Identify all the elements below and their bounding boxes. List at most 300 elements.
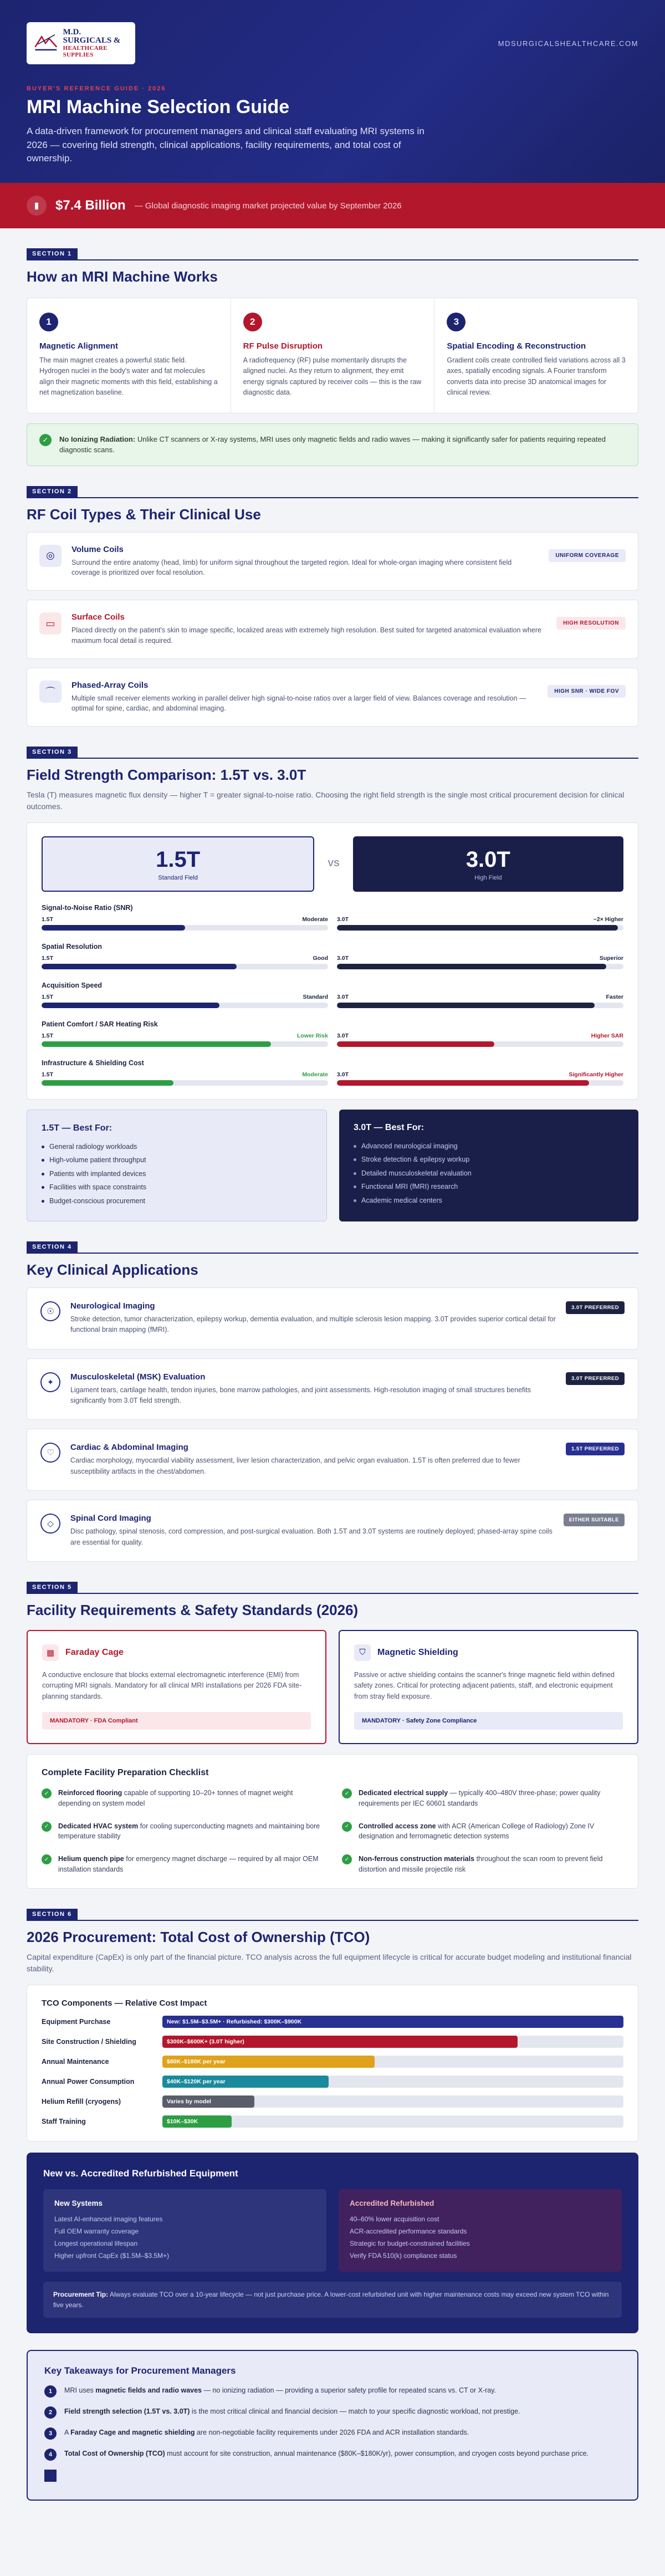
list-item: Detailed musculoskeletal evaluation: [354, 1167, 624, 1180]
tco-fill: $80K–$180K per year: [162, 2056, 375, 2068]
check-icon: ✓: [42, 1854, 52, 1864]
tco-row: [42, 2036, 623, 2048]
field-preference-badge: 1.5T PREFERRED: [566, 1443, 625, 1455]
market-banner: [0, 183, 665, 228]
checklist-desc: with ACR (American College of Radiology) Zone IV designation and ferromagnetic detection systems: [359, 1822, 595, 1841]
tco-label: Annual Maintenance: [42, 2057, 109, 2066]
checklist-desc: for cooling superconducting magnets and maintaining bore temperature stability: [58, 1822, 320, 1841]
metric-row: [42, 943, 623, 969]
application-title: Musculoskeletal (MSK) Evaluation: [70, 1372, 206, 1382]
metric-bars: [42, 955, 623, 969]
facility-checklist: [27, 1754, 638, 1889]
checklist-text: [58, 1788, 323, 1809]
metric-bar-labels: [42, 994, 328, 1000]
req-badge: MANDATORY · FDA Compliant: [42, 1712, 311, 1730]
logo-mark-icon: [33, 31, 59, 55]
application-title: Cardiac & Abdominal Imaging: [70, 1443, 188, 1453]
list-item: General radiology workloads: [42, 1140, 312, 1153]
key-takeaways: [27, 2350, 638, 2501]
tco-track: [162, 2056, 623, 2068]
metric-bar-labels: [337, 916, 623, 923]
refurbished-box: [339, 2189, 622, 2272]
checklist-text: [58, 1854, 323, 1875]
logo-line2: HEALTHCARE SUPPLIES: [63, 45, 108, 58]
tco-row: [42, 2056, 623, 2068]
section-title: 2026 Procurement: Total Cost of Ownership (TCO): [27, 1928, 370, 1945]
bullet-dot: [42, 1173, 44, 1175]
metric-bar-col: [42, 994, 328, 1008]
takeaway-bold: Field strength selection (1.5T vs. 3.0T): [64, 2408, 190, 2416]
list-item: Advanced neurological imaging: [354, 1139, 624, 1153]
tco-fill: $10K–$30K: [162, 2115, 232, 2128]
list-item: High-volume patient throughput: [42, 1153, 312, 1167]
field-value: 1.5T: [156, 847, 201, 872]
application-body: [70, 1301, 556, 1336]
step-title: RF Pulse Disruption: [243, 341, 323, 351]
application-body: [70, 1372, 556, 1407]
metric-value: Moderate: [302, 916, 328, 923]
metric-fill: [337, 925, 618, 931]
best-title: 3.0T — Best For:: [354, 1123, 424, 1132]
vs-label: VS: [328, 859, 340, 868]
page-subtitle: A data-driven framework for procurement managers and clinical staff evaluating MRI systems in 2026 — covering field strength, clinical applications, facility requirements, and total cost of ownership.: [27, 126, 424, 164]
metric-row: [42, 982, 623, 1008]
bullet-dot: [354, 1185, 356, 1188]
metric-fill: [42, 1003, 219, 1008]
metric-title: Signal-to-Noise Ratio (SNR): [42, 904, 133, 912]
metric-bar-col: [42, 1071, 328, 1086]
list-item: Full OEM warranty coverage: [54, 2227, 139, 2235]
list-item: Higher upfront CapEx ($1.5M–$3.5M+): [54, 2252, 170, 2260]
checklist-grid: [42, 1788, 623, 1875]
market-text: — Global diagnostic imaging market projected value by September 2026: [134, 201, 402, 211]
metric-value: Higher SAR: [591, 1033, 623, 1039]
surface-icon: ▭: [39, 612, 62, 635]
bullet-dot: [42, 1146, 44, 1148]
field-label: 3.0T: [337, 916, 349, 923]
field-label: 1.5T: [42, 916, 54, 923]
tco-fill: New: $1.5M–$3.5M+ · Refurbished: $300K–$900K: [162, 2016, 623, 2028]
section-1: [0, 228, 665, 466]
tco-label: Annual Power Consumption: [42, 2077, 135, 2086]
takeaway-pre: MRI uses: [64, 2386, 96, 2395]
checklist-desc: — typically 400–480V three-phase; power quality requirements per IEC 60601 standards: [359, 1789, 601, 1807]
tco-row: [42, 2076, 623, 2088]
section-lead: Capital expenditure (CapEx) is only part of the financial picture. TCO analysis across the full equipment lifecycle is critical for accurate budget modeling and institutional financial stability.: [27, 1952, 632, 1973]
metric-bars: [42, 1071, 623, 1086]
metric-value: ~2× Higher: [593, 916, 623, 923]
tco-card: [27, 1985, 638, 2141]
step-card: [231, 298, 435, 413]
takeaway-number: 2: [44, 2406, 57, 2419]
metric-track: [337, 925, 623, 931]
section-divider: [27, 758, 638, 759]
new-systems-box: [43, 2189, 326, 2272]
takeaway-post: are non-negotiable facility requirements under 2026 FDA and ACR installation standards.: [195, 2429, 469, 2437]
takeaway-text: [64, 2449, 589, 2459]
application-body: [70, 1514, 554, 1548]
list-item: Academic medical centers: [354, 1194, 624, 1207]
checklist-bold: Controlled access zone: [359, 1822, 436, 1830]
metric-bar-col: [337, 955, 623, 969]
list-item: Latest AI-enhanced imaging features: [54, 2215, 163, 2223]
metric-bar-labels: [337, 1071, 623, 1078]
metric-track: [42, 925, 328, 931]
metric-track: [42, 1041, 328, 1047]
takeaway-number: 3: [44, 2427, 57, 2440]
checklist-desc: capable of supporting 10–20+ tonnes of magnet weight depending on system model: [58, 1789, 293, 1807]
nva-title: New vs. Accredited Refurbished Equipment: [43, 2168, 238, 2179]
coil-text: Placed directly on the patient's skin to image specific, localized areas with extremely high resolution. Best suited for targeted anatomical evaluation where maximum focal detail is required.: [71, 626, 541, 645]
takeaway-text: [64, 2406, 520, 2417]
req-title: Faraday Cage: [65, 1647, 124, 1657]
coil-card-phased: [27, 668, 638, 727]
tco-track: [162, 2115, 623, 2128]
checklist-title: Complete Facility Preparation Checklist: [42, 1768, 209, 1777]
section-tag: SECTION 1: [27, 248, 78, 259]
step-card: [27, 298, 231, 413]
faraday-cage-card: [27, 1630, 326, 1744]
takeaway-number: 1: [44, 2385, 57, 2398]
coil-card-volume: [27, 532, 638, 591]
section-tag: SECTION 5: [27, 1582, 78, 1593]
bullet-dot: [42, 1186, 44, 1189]
check-icon: ✓: [39, 434, 52, 446]
end-marker: [44, 2470, 57, 2482]
section-title: Facility Requirements & Safety Standards (2026): [27, 1601, 359, 1618]
step-card: [434, 298, 638, 413]
checklist-bold: Dedicated HVAC system: [58, 1822, 139, 1830]
checklist-item: [342, 1854, 623, 1875]
metric-track: [337, 1080, 623, 1086]
metric-title: Spatial Resolution: [42, 943, 103, 950]
list-item: Verify FDA 510(k) compliance status: [350, 2252, 457, 2260]
field-label: 1.5T: [42, 1033, 54, 1039]
application-card: [27, 1500, 638, 1562]
metric-bar-col: [42, 916, 328, 931]
metric-fill: [42, 1080, 173, 1086]
best-for-row: [27, 1110, 638, 1221]
metric-row: [42, 1020, 623, 1047]
metric-bar-col: [337, 994, 623, 1008]
metric-track: [337, 964, 623, 969]
bullet-dot: [354, 1158, 356, 1161]
metric-value: Faster: [606, 994, 623, 1000]
tco-title: TCO Components — Relative Cost Impact: [42, 1998, 207, 2008]
metric-title: Infrastructure & Shielding Cost: [42, 1059, 144, 1067]
takeaway-text: [64, 2385, 496, 2396]
array-icon: ⌒: [39, 681, 62, 703]
steps-card: [27, 298, 638, 413]
req-text: A conductive enclosure that blocks external electromagnetic interference (EMI) from corrupting MRI signals. Mandatory for all clinical MRI installations per 2026 FDA site-planning standards.: [42, 1670, 302, 1700]
checklist-text: [359, 1854, 623, 1875]
list-item: Budget-conscious procurement: [42, 1194, 312, 1208]
coil-text: Surround the entire anatomy (head, limb) for uniform signal throughout the targeted region. Ideal for whole-organ imaging where consistent field coverage is prioritized over focal resolution.: [71, 558, 512, 577]
metric-track: [42, 1003, 328, 1008]
req-badge: MANDATORY · Safety Zone Compliance: [354, 1712, 623, 1730]
step-text: The main magnet creates a powerful static field. Hydrogen nuclei in the body's water and fat molecules align their magnetic moments with this field, establishing a net magnetization baseline.: [39, 356, 218, 397]
best-list: [354, 1139, 624, 1207]
application-card: [27, 1287, 638, 1350]
req-text: Passive or active shielding contains the scanner's fringe magnetic field within defined safety zones. Critical for protecting adjacent patients, staff, and electronic equipment from stray field exposure.: [354, 1670, 615, 1700]
metric-bar-col: [42, 1033, 328, 1047]
section-2: [0, 466, 665, 727]
tco-fill: $300K–$600K+ (3.0T higher): [162, 2036, 518, 2048]
section-divider: [27, 1253, 638, 1254]
list-item: Patients with implanted devices: [42, 1167, 312, 1180]
takeaway-post: must account for site construction, annual maintenance ($80K–$180K/yr), power consumption, and cryogen costs beyond purchase price.: [165, 2450, 589, 2458]
section-tag: SECTION 2: [27, 486, 78, 497]
section-5: [0, 1562, 665, 1889]
logo-line1: M.D. SURGICALS &: [63, 27, 121, 45]
metric-value: Lower Risk: [296, 1033, 328, 1039]
metrics-list: [42, 904, 623, 1086]
step-text: Gradient coils create controlled field variations across all 3 axes, spatially encoding signals. A Fourier transform converts data into precise 3D anatomical images for clinical review.: [447, 356, 626, 397]
checklist-item: [42, 1854, 323, 1875]
coil-card-surface: [27, 600, 638, 659]
coil-title: Volume Coils: [71, 544, 124, 554]
takeaway-pre: A: [64, 2429, 71, 2437]
applications-list: [27, 1287, 638, 1562]
metric-value: Significantly Higher: [569, 1071, 623, 1078]
magnetic-shielding-card: [339, 1630, 638, 1744]
metric-bars: [42, 1033, 623, 1047]
field-label: 3.0T: [337, 994, 349, 1000]
nva-list: [54, 2213, 315, 2262]
application-icon: ☉: [40, 1301, 60, 1321]
section-divider: [27, 1593, 638, 1594]
metric-title: Patient Comfort / SAR Heating Risk: [42, 1020, 158, 1028]
section-tag: SECTION 3: [27, 747, 78, 758]
step-number: 1: [39, 313, 58, 331]
checklist-bold: Non-ferrous construction materials: [359, 1855, 475, 1863]
metric-track: [42, 964, 328, 969]
metric-fill: [337, 1041, 494, 1047]
takeaway-bold: magnetic fields and radio waves: [95, 2386, 202, 2395]
metric-bar-col: [42, 955, 328, 969]
site-url[interactable]: MDSURGICALSHEALTHCARE.COM: [498, 39, 638, 48]
market-value: $7.4 Billion: [55, 198, 126, 213]
checklist-item: [42, 1821, 323, 1842]
checklist-item: [342, 1821, 623, 1842]
note-text: Unlike CT scanners or X-ray systems, MRI uses only magnetic fields and radio waves — making it significantly safer for patients requiring repeated diagnostic scans.: [59, 435, 606, 454]
metric-fill: [42, 925, 185, 931]
section-title: Key Clinical Applications: [27, 1261, 198, 1278]
metric-bars: [42, 916, 623, 931]
checklist-item: [342, 1788, 623, 1809]
metric-bar-labels: [337, 1033, 623, 1039]
nva-box-title: New Systems: [54, 2199, 103, 2207]
metric-fill: [337, 1003, 595, 1008]
no-radiation-note: [27, 423, 638, 466]
field-preference-badge: EITHER SUITABLE: [564, 1514, 625, 1526]
metric-bar-labels: [42, 1033, 328, 1039]
takeaway-item: [44, 2427, 621, 2440]
metric-bar-labels: [337, 955, 623, 962]
chart-icon: ▮: [27, 196, 47, 216]
tip-bold: Procurement Tip:: [53, 2291, 109, 2299]
best-for-3t: [339, 1110, 638, 1221]
application-card: [27, 1358, 638, 1420]
tco-track: [162, 2036, 623, 2048]
procurement-tip: [43, 2282, 622, 2318]
section-title: Field Strength Comparison: 1.5T vs. 3.0T: [27, 766, 306, 783]
step-title: Magnetic Alignment: [39, 341, 118, 351]
step-title: Spatial Encoding & Reconstruction: [447, 341, 586, 351]
check-icon: ✓: [342, 1788, 352, 1798]
keys-list: [44, 2385, 621, 2461]
field-value: 3.0T: [466, 847, 510, 872]
hero-header: [0, 0, 665, 183]
bullet-dot: [354, 1172, 356, 1175]
tco-label: Helium Refill (cryogens): [42, 2097, 121, 2105]
application-text: Disc pathology, spinal stenosis, cord compression, and post-surgical evaluation. Both 1.5T and 3.0T systems are routinely deployed; phased-array spine coils are essential for quality.: [70, 1527, 553, 1546]
bullet-dot: [42, 1200, 44, 1203]
application-body: [70, 1443, 556, 1477]
checklist-text: [359, 1821, 623, 1842]
tco-label: Staff Training: [42, 2117, 86, 2125]
metric-value: Superior: [599, 955, 623, 962]
application-text: Cardiac morphology, myocardial viability assessment, liver lesion characterization, and pelvic organ evaluation. 1.5T is often preferred due to fewer susceptibility artifacts in the chest/abdomen.: [70, 1456, 520, 1475]
application-icon: ✦: [40, 1372, 60, 1392]
tco-row: [42, 2115, 623, 2128]
checklist-desc: throughout the scan room to prevent field distortion and missile projectile risk: [359, 1855, 603, 1873]
metric-fill: [337, 964, 606, 969]
checklist-bold: Helium quench pipe: [58, 1855, 124, 1863]
tco-track: [162, 2095, 623, 2108]
list-item: Functional MRI (fMRI) research: [354, 1180, 624, 1193]
metric-row: [42, 1059, 623, 1086]
metric-track: [337, 1003, 623, 1008]
field-label: 1.5T: [42, 994, 54, 1000]
checklist-bold: Reinforced flooring: [58, 1789, 122, 1797]
metric-title: Acquisition Speed: [42, 982, 103, 989]
metric-bar-labels: [42, 1071, 328, 1078]
field-preference-badge: 3.0T PREFERRED: [566, 1301, 625, 1314]
section-lead: Tesla (T) measures magnetic flux density — higher T = greater signal-to-noise ratio. Choosing the right field strength is the single most critical procurement decision for clinical outcomes.: [27, 790, 625, 811]
list-item: Stroke detection & epilepsy workup: [354, 1153, 624, 1166]
takeaway-post: — no ionizing radiation — providing a superior safety profile for repeated scans vs. CT or X-ray.: [202, 2386, 497, 2395]
field-label: High Field: [474, 874, 502, 881]
metric-fill: [337, 1080, 589, 1086]
check-icon: ✓: [342, 1822, 352, 1832]
application-text: Ligament tears, cartilage health, tendon injuries, bone marrow pathologies, and joint assessments. High-resolution imaging of small structures benefits significantly from 3.0T field strength.: [70, 1386, 531, 1404]
takeaway-text: [64, 2427, 469, 2438]
takeaway-item: [44, 2385, 621, 2398]
bullet-dot: [354, 1145, 356, 1148]
step-number: 2: [243, 313, 262, 331]
field-label: Standard Field: [158, 874, 198, 881]
tip-text: Always evaluate TCO over a 10-year lifecycle — not just purchase price. A lower-cost refurbished unit with higher maintenance costs may exceed new system TCO within five years.: [53, 2291, 609, 2309]
list-item: Longest operational lifespan: [54, 2239, 138, 2247]
coil-badge: UNIFORM COVERAGE: [549, 549, 626, 562]
section-6: [0, 1889, 665, 2512]
takeaway-item: [44, 2406, 621, 2419]
takeaway-bold: Total Cost of Ownership (TCO): [64, 2450, 165, 2458]
checklist-text: [359, 1788, 623, 1809]
target-icon: ◎: [39, 545, 62, 567]
metric-fill: [42, 964, 237, 969]
step-number: 3: [447, 313, 466, 331]
metric-bars: [42, 994, 623, 1008]
keys-title: Key Takeaways for Procurement Managers: [44, 2365, 236, 2376]
best-list: [42, 1140, 312, 1208]
section-divider: [27, 259, 638, 260]
step-text: A radiofrequency (RF) pulse momentarily disrupts the aligned nuclei. As they return to alignment, they emit energy signals captured by receiver coils — this is the raw diagnostic data.: [243, 356, 422, 397]
metric-bar-labels: [42, 916, 328, 923]
cage-icon: ▦: [42, 1644, 59, 1661]
metric-bar-col: [337, 916, 623, 931]
best-title: 1.5T — Best For:: [42, 1123, 112, 1133]
list-item: Strategic for budget-constrained facilities: [350, 2239, 470, 2247]
section-tag: SECTION 6: [27, 1909, 78, 1920]
field-preference-badge: 3.0T PREFERRED: [566, 1372, 625, 1385]
check-icon: ✓: [42, 1788, 52, 1798]
metric-track: [42, 1080, 328, 1086]
metric-bar-labels: [42, 955, 328, 962]
takeaway-bold: Faraday Cage and magnetic shielding: [70, 2429, 195, 2437]
metric-fill: [42, 1041, 271, 1047]
checklist-desc: for emergency magnet discharge — required by all major OEM installation standards: [58, 1855, 319, 1873]
best-for-1-5t: [27, 1110, 327, 1221]
page-title: MRI Machine Selection Guide: [27, 96, 290, 117]
section-divider: [27, 497, 638, 498]
application-text: Stroke detection, tumor characterization, epilepsy workup, dementia evaluation, and multiple sclerosis lesion mapping. 3.0T provides superior cortical detail for functional brain mapping (fMRI).: [70, 1315, 556, 1334]
eyebrow: BUYER'S REFERENCE GUIDE · 2026: [27, 85, 166, 92]
bullet-dot: [354, 1199, 356, 1202]
tco-track: [162, 2076, 623, 2088]
application-icon: ♡: [40, 1443, 60, 1463]
tco-track: [162, 2016, 623, 2028]
section-3: [0, 727, 665, 1221]
coil-badge: HIGH RESOLUTION: [556, 617, 626, 630]
takeaway-post: is the most critical clinical and financial decision — match to your specific diagnostic workload, not prestige.: [190, 2408, 520, 2416]
section-4: [0, 1221, 665, 1562]
bullet-dot: [42, 1159, 44, 1162]
tco-bars: [42, 2016, 623, 2128]
application-icon: ◇: [40, 1514, 60, 1534]
tco-label: Equipment Purchase: [42, 2017, 111, 2026]
section-tag: SECTION 4: [27, 1241, 78, 1253]
req-title: Magnetic Shielding: [377, 1647, 458, 1657]
check-icon: ✓: [342, 1854, 352, 1864]
note-bold: No Ionizing Radiation:: [59, 435, 136, 443]
tco-row: [42, 2095, 623, 2108]
metric-value: Good: [313, 955, 328, 962]
list-item: 40–60% lower acquisition cost: [350, 2215, 439, 2223]
checklist-item: [42, 1788, 323, 1809]
application-title: Neurological Imaging: [70, 1301, 155, 1311]
field-comparison-card: [27, 822, 638, 1100]
field-label: 1.5T: [42, 955, 54, 962]
tco-label: Site Construction / Shielding: [42, 2037, 136, 2046]
coil-text: Multiple small receiver elements working in parallel deliver high signal-to-noise ratios over a larger field of view. Balances coverage and resolution — optimal for spine, cardiac, and abdominal imaging.: [71, 694, 526, 713]
field-label: 3.0T: [337, 1033, 349, 1039]
field-label: 3.0T: [337, 955, 349, 962]
metric-bar-col: [337, 1071, 623, 1086]
field-1-5t-box: [42, 836, 314, 892]
takeaway-item: [44, 2449, 621, 2461]
tco-fill: Varies by model: [162, 2095, 254, 2108]
field-label: 3.0T: [337, 1071, 349, 1078]
nva-box-title: Accredited Refurbished: [350, 2199, 434, 2207]
coil-badge: HIGH SNR · WIDE FOV: [548, 685, 626, 698]
metric-bar-col: [337, 1033, 623, 1047]
company-logo[interactable]: [27, 22, 135, 64]
application-title: Spinal Cord Imaging: [70, 1514, 151, 1524]
metric-bar-labels: [337, 994, 623, 1000]
metric-value: Standard: [303, 994, 328, 1000]
